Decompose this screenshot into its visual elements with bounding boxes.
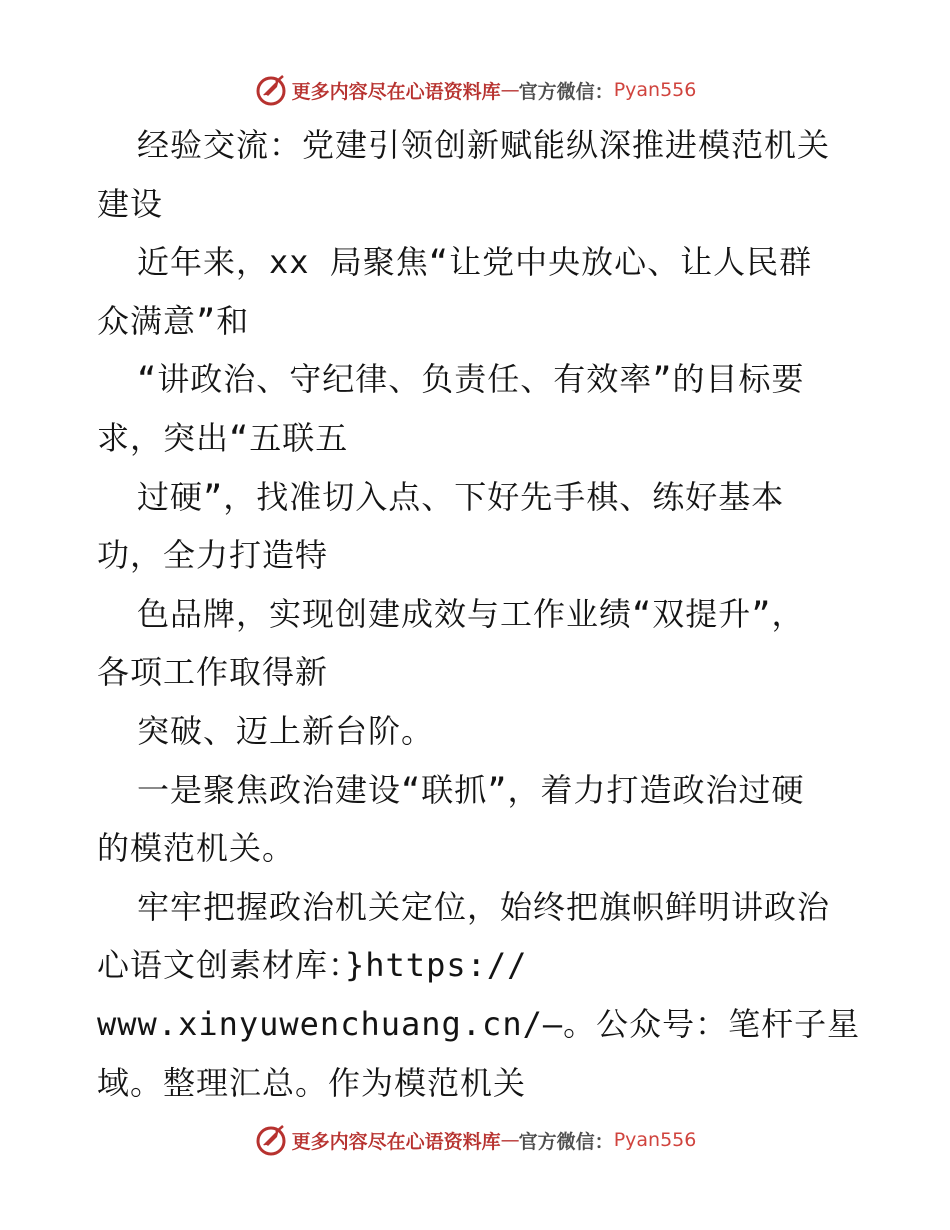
section-heading-line: 一是聚焦政治建设“联抓”，着力打造政治过硬	[137, 770, 805, 809]
banner-main-text: 更多内容尽在心语资料库	[291, 80, 501, 103]
document-body	[97, 116, 861, 1112]
banner-official-label: 官方微信：	[518, 80, 614, 103]
quill-pen-circle-icon	[254, 73, 288, 107]
doc-title-line-2: 建设	[97, 184, 164, 223]
banner-dash: —	[500, 79, 519, 101]
paragraph-line: 域。整理汇总。作为模范机关	[97, 1063, 527, 1102]
paragraph-line: 求，突出“五联五	[97, 418, 349, 457]
paragraph-line: www.xinyuwenchuang.cn/—。公众号：笔杆子星	[97, 1004, 861, 1043]
paragraph-line: 心语文创素材库：}https://	[97, 946, 528, 985]
paragraph-line: 牢牢把握政治机关定位，始终把旗帜鲜明讲政治	[137, 887, 831, 926]
section-heading-line: 的模范机关。	[97, 829, 296, 868]
quill-pen-circle-icon	[254, 1123, 288, 1157]
footer-watermark-banner	[0, 1120, 950, 1160]
doc-title-line-1: 经验交流：党建引领创新赋能纵深推进模范机关	[137, 126, 831, 164]
banner-main-text: 更多内容尽在心语资料库	[291, 1130, 501, 1153]
paragraph-line: 色品牌，实现创建成效与工作业绩“双提升”，	[137, 594, 805, 633]
paragraph-line: 突破、迈上新台阶。	[137, 711, 435, 750]
paragraph-line: 功，全力打造特	[97, 536, 329, 575]
banner-official-label: 官方微信：	[518, 1130, 614, 1153]
paragraph-line: “讲政治、守纪律、负责任、有效率”的目标要	[137, 360, 805, 399]
header-watermark-banner	[0, 70, 950, 110]
paragraph-line: 众满意”和	[97, 301, 250, 340]
paragraph-line: 各项工作取得新	[97, 653, 329, 692]
paragraph-line: 近年来，xx 局聚焦“让党中央放心、让人民群	[137, 243, 813, 282]
banner-dash: —	[500, 1129, 519, 1151]
banner-wechat-handle: Pyan556	[613, 79, 697, 101]
paragraph-line: 过硬”，找准切入点、下好先手棋、练好基本	[137, 477, 785, 516]
banner-wechat-handle: Pyan556	[613, 1129, 697, 1151]
